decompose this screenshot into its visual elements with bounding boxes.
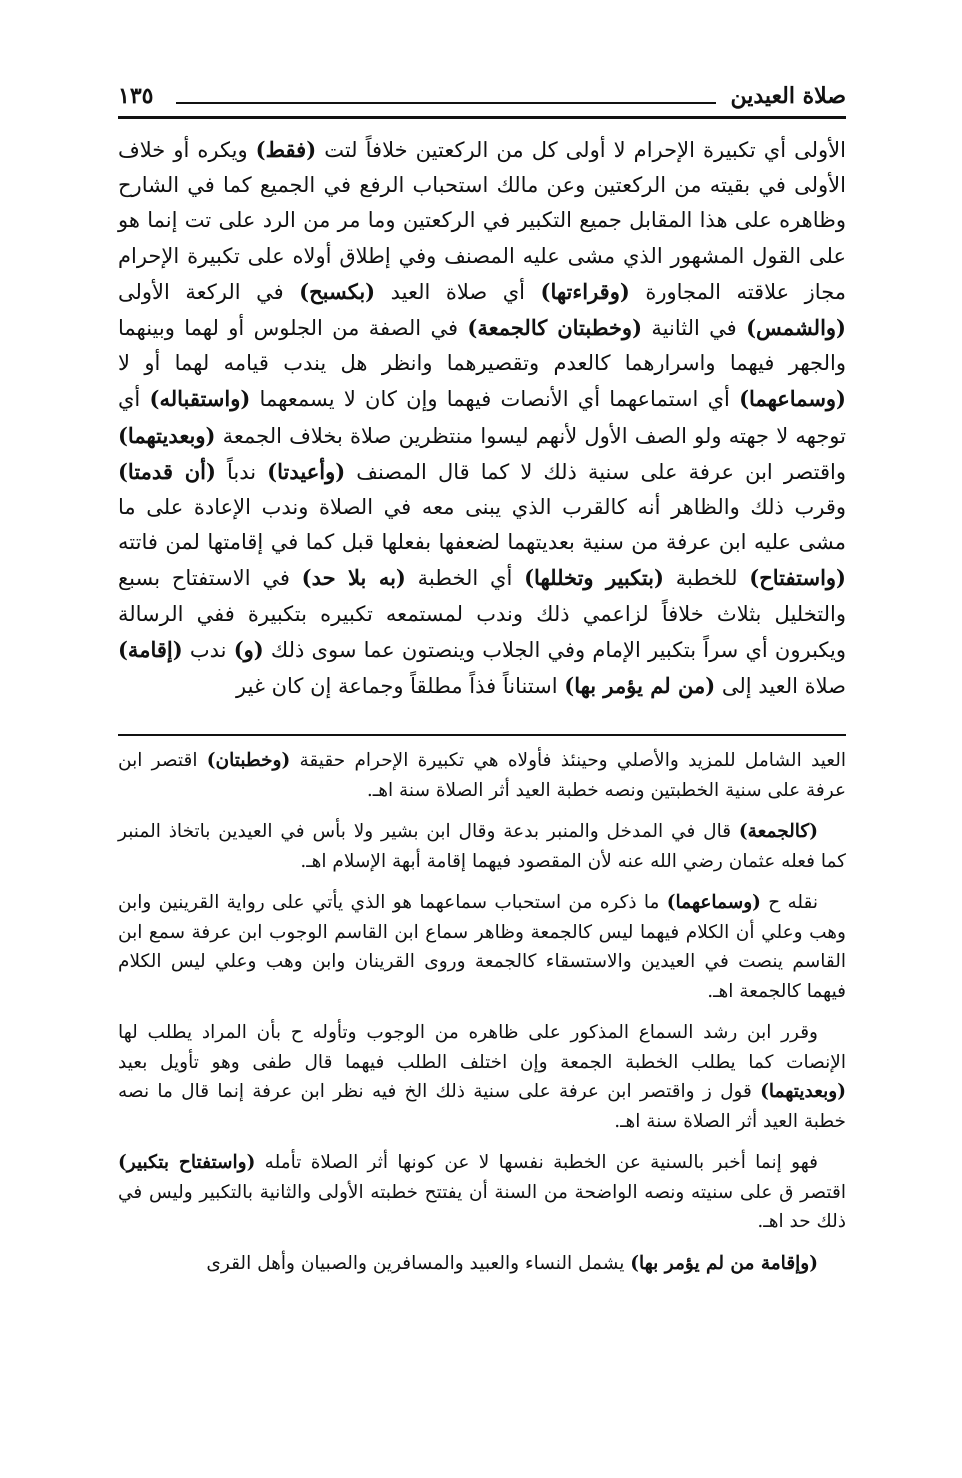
footnote-paragraph bbox=[118, 1148, 846, 1237]
text-run: ما ذكره من استحباب سماعهما هو الذي يأتي على رواية القرينين وابن وهب وعلي أن الكلام فيهما ليس كالجمعة وظاهر سماع ابن القاسم الوجوب ابن عرفة سمع ابن القاسم ينصت في العيدين والاستسقاء كالجمعة وروى القرينان وابن وهب وعلي ليس الكلام فيهما كالجمعة اهـ. bbox=[118, 892, 846, 1002]
running-header bbox=[118, 76, 846, 114]
text-run: نقله ح bbox=[760, 892, 818, 914]
bold-matn-term: (فقط) bbox=[255, 137, 317, 162]
text-run: أي توجهه لا جهته ولو الصف الأول لأنهم ليسوا منتظرين صلاة بخلاف الجمعة bbox=[118, 387, 846, 448]
text-run: واقتصر ابن عرفة على سنية ذلك لا كما قال المصنف bbox=[345, 459, 846, 484]
bold-matn-term: (واستقباله) bbox=[149, 386, 251, 412]
bold-matn-term: (والشمس) bbox=[746, 315, 846, 341]
main-text bbox=[118, 132, 846, 704]
footnote-paragraph bbox=[118, 888, 846, 1006]
footnote-paragraph bbox=[118, 1249, 846, 1279]
text-run: في الاستفتاح بسبع والتخليل بثلاث خلافاً لزاعمي ذلك وندب لمستمعه تكبيره بتكبيرة ففي الرسالة ويكبرون أي سراً بتكبير الإمام وفي الجلاب وينصتون عما سوى ذلك bbox=[118, 566, 846, 662]
text-run: قول ز واقتصر ابن عرفة على سنية ذلك الخ فيه نظر ابن عرفة إنما قال ما نصه خطبة العيد أثر الصلاة سنة اهـ. bbox=[118, 1081, 846, 1132]
text-run: قال في المدخل والمنبر بدعة وقال ابن بشير ولا بأس في العيدين باتخاذ المنبر كما فعله عثمان رضي الله عنه لأن المقصود فيهما إقامة أبهة الإسلام اهـ. bbox=[118, 821, 846, 872]
bold-matn-term: (كالجمعة) bbox=[738, 821, 818, 843]
text-run: أي الخطبة bbox=[405, 566, 525, 591]
main-paragraph bbox=[118, 132, 846, 704]
bold-matn-term: (وأعيدتا) bbox=[267, 458, 346, 484]
bold-matn-term: (و) bbox=[233, 636, 264, 662]
bold-matn-term: (وبعديتهما) bbox=[760, 1081, 846, 1103]
bold-matn-term: (وخطبتان) bbox=[206, 750, 291, 772]
text-run: الأولى أي تكبيرة الإحرام لا أولى كل من الركعتين خلافاً لتت bbox=[316, 138, 846, 162]
bold-matn-term: (من لم يؤمر بها) bbox=[564, 673, 716, 699]
text-run: وقرب ذلك والظاهر أنه كالقرب الذي يبنى معه في الصلاة وندب الإعادة على ما مشى عليه ابن عرفة من سنية بعديتهما لضعفها بفعلها قبل كما في إقامتها لمن فاتته bbox=[118, 495, 846, 555]
bold-matn-term: (وخطبتان كالجمعة) bbox=[467, 315, 643, 341]
bold-matn-term: (وإقامة من لم يؤمر بها) bbox=[630, 1252, 818, 1274]
bold-matn-term: (وقراءتها) bbox=[540, 278, 630, 304]
text-run: وقرر ابن رشد السماع المذكور على ظاهره من الوجوب وتأوله ح بأن المراد يطلب لها الإنصات كما يطلب الخطبة الجمعة وإن اختلف الطلب فيهما قال طفى وهو تأويل بعيد bbox=[118, 1022, 846, 1073]
footnote-separator bbox=[118, 734, 846, 736]
footnote-paragraph bbox=[118, 746, 846, 805]
bold-matn-term: (إقامة) bbox=[118, 636, 183, 662]
page-number: ١٣٥ bbox=[118, 83, 154, 109]
text-run: اقتصر ابن عرفة على سنية الخطبتين ونصه خطبة العيد أثر الصلاة سنة اهـ. bbox=[118, 750, 846, 801]
text-run: العيد الشامل للمزيد والأصلي وحينئذ فأولاه هي تكبيرة الإحرام حقيقة bbox=[290, 750, 846, 772]
bold-matn-term: (وبعديتهما) bbox=[118, 422, 216, 448]
footnote-paragraph bbox=[118, 1018, 846, 1136]
text-run: ندباً bbox=[215, 459, 268, 484]
text-run: في الصفة من الجلوس أو لهما وبينهما والجهر فيهما واسرارهما كالعدم وتقصيرهما وانظر هل يندب قيامه لهما أو لا bbox=[118, 316, 846, 376]
text-run: فهو إنما أخبر بالسنية عن الخطبة نفسها لا عن كونها أثر الصلاة تأمله bbox=[255, 1152, 819, 1174]
footnote-paragraph bbox=[118, 817, 846, 876]
text-run: صلاة العيد إلى bbox=[715, 674, 846, 699]
text-run: يشمل النساء والعبيد والمسافرين والصبيان وأهل القرى bbox=[206, 1252, 631, 1274]
bold-matn-term: (به بلا حد) bbox=[301, 565, 406, 591]
header-leader-line bbox=[176, 102, 716, 104]
text-run: استناناً فذاً مطلقاً وجماعة إن كان غير bbox=[236, 674, 565, 699]
chapter-title: صلاة العيدين bbox=[730, 83, 846, 109]
text-run: اقتصر ق على سنيته ونصه الواضحة من السنة أن يفتتح خطبته الأولى والثانية بالتكبير وليس في ذلك حد اهـ. bbox=[118, 1181, 846, 1233]
text-run: ويكره أو خلاف الأولى في بقيته من الركعتين وعن مالك استحباب الرفع في الجميع كما في الشارح وظاهره على هذا المقابل جميع التكبير في الركعتين وما مر من الرد على تت إنما هو على القول المشهور الذي مشى عليه المصنف وفي إطلاق أولاه على تكبيرة الإحرام مجاز علاقته المجاورة bbox=[118, 138, 847, 304]
bold-matn-term: (بكسبح) bbox=[299, 278, 376, 304]
text-run: ندب bbox=[182, 637, 234, 662]
text-run: في الركعة الأولى bbox=[118, 279, 300, 304]
bold-matn-term: (بتكبير وتخللها) bbox=[524, 565, 664, 591]
bold-matn-term: (أن قدمتا) bbox=[118, 458, 216, 484]
bold-matn-term: (واستفتاح) bbox=[749, 565, 846, 591]
bold-matn-term: (وسماعهما) bbox=[666, 892, 761, 914]
footnotes bbox=[118, 746, 846, 1278]
text-run: أي صلاة العيد bbox=[375, 279, 541, 304]
text-run: أي استماعهما أي الأنصات فيهما وإن كان لا يسمعهما bbox=[250, 387, 740, 412]
bold-matn-term: (واستفتاح بتكبير) bbox=[118, 1152, 256, 1174]
text-run: للخطبة bbox=[663, 566, 750, 591]
header-rule bbox=[118, 116, 846, 119]
text-run: في الثانية bbox=[642, 316, 747, 341]
book-page bbox=[118, 76, 846, 1456]
bold-matn-term: (وسماعهما) bbox=[739, 386, 846, 412]
